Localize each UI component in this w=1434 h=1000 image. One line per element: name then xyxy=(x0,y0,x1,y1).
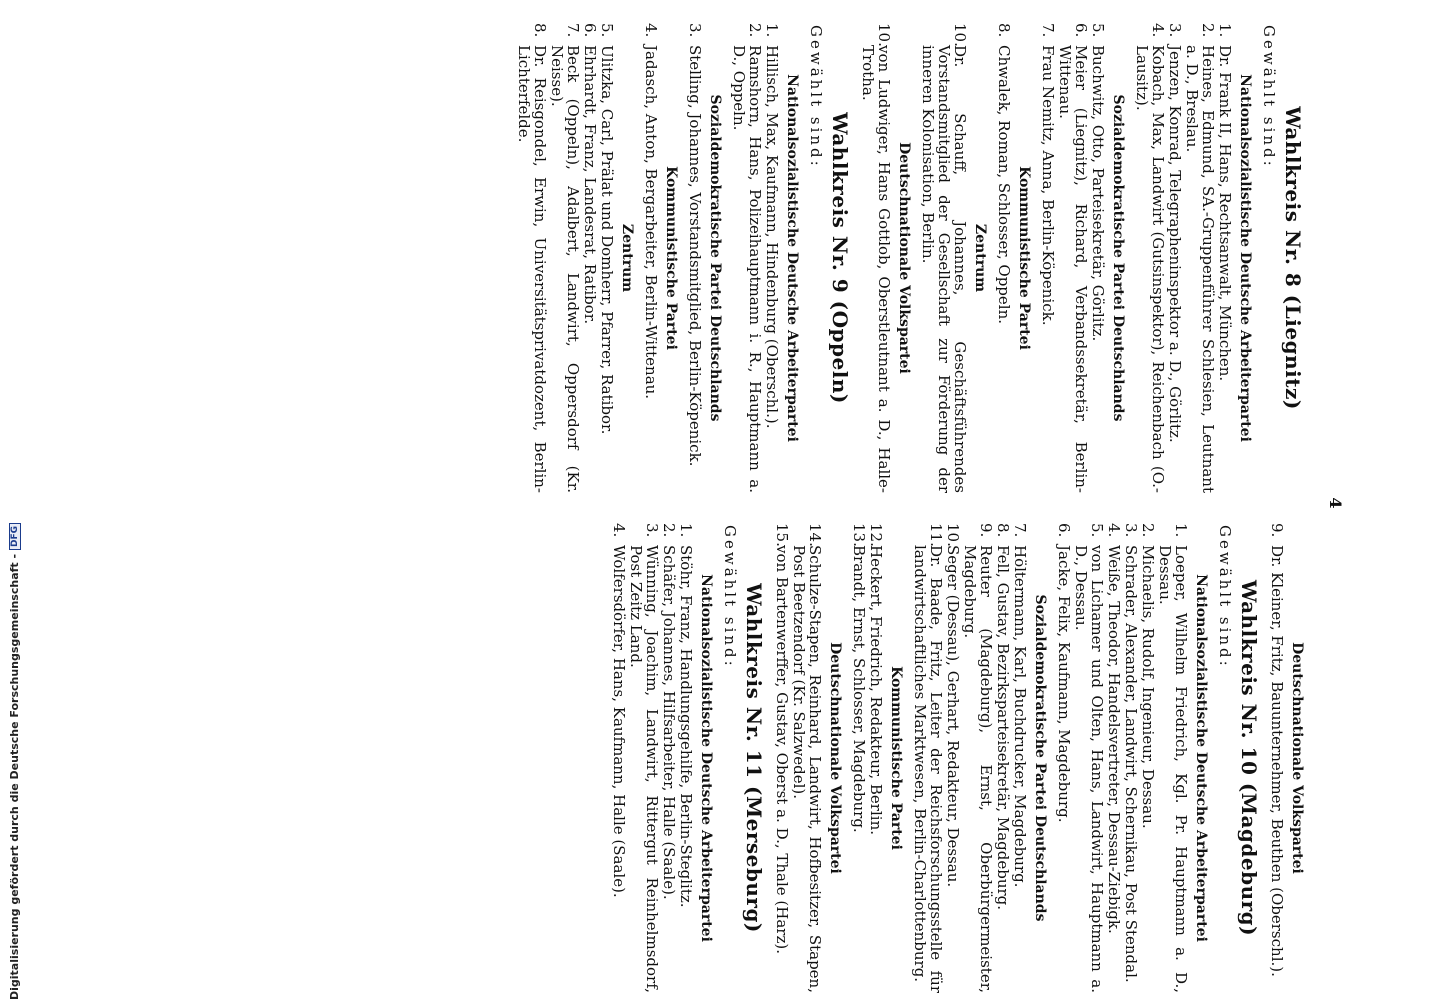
member-entry xyxy=(1269,523,1285,993)
entry-number: 10. xyxy=(951,23,969,47)
party-heading: Deutschnationale Volkspartei xyxy=(827,642,843,874)
party-heading: Sozialdemokratische Partei Deutschlands xyxy=(1110,94,1126,422)
right-column xyxy=(610,523,1313,993)
elected-label: Gewählt sind: xyxy=(1260,25,1278,169)
party-heading: Nationalsozialistische Deutsche Arbeiterpartei xyxy=(1193,574,1209,942)
entry-text: Dr. Reisgondel, Erwin, Universitätsprivatdozent, Berlin-Lichterfelde. xyxy=(515,45,549,493)
member-entry xyxy=(764,23,780,493)
entry-number: 14. xyxy=(806,523,824,547)
party-heading: Nationalsozialistische Deutsche Arbeiterpartei xyxy=(1237,74,1253,442)
entry-number: 15. xyxy=(773,523,791,547)
entry-number: 8. xyxy=(994,523,1012,538)
party-heading: Nationalsozialistische Deutsche Arbeiterpartei xyxy=(784,74,800,442)
party-heading: Kommunistische Partei xyxy=(1016,166,1032,350)
entry-text: Brandt, Ernst, Schlosser, Magdeburg. xyxy=(850,545,868,833)
entry-text: Jadasch, Anton, Bergarbeiter, Berlin-Wittenau. xyxy=(642,45,660,400)
party-heading: Kommunistische Partei xyxy=(663,166,679,350)
entry-text: Stöhr, Franz, Handlungsgehilfe, Berlin-Steglitz. xyxy=(677,545,695,908)
entry-text: Schrader, Alexander, Landwirt, Schernikau, Post Stendal. xyxy=(1122,545,1140,983)
entry-number: 9. xyxy=(1268,523,1286,538)
entry-text: Weiße, Theodor, Handelsvertreter, Dessau-Ziebigk. xyxy=(1105,545,1123,934)
member-entry xyxy=(1012,523,1028,993)
entry-text: Ehrhardt, Franz, Landesrat, Ratibor. xyxy=(581,45,599,325)
footer-credit: Digitalisierung gefördert durch die Deutsche Forschungsgemeinschaft - xyxy=(8,553,21,1000)
member-entry xyxy=(868,523,884,993)
member-entry xyxy=(1056,523,1072,993)
member-entry xyxy=(1123,523,1139,993)
entry-number: 6. xyxy=(1055,523,1073,538)
entry-text: Schäfer, Johannes, Hilfsarbeiter, Halle (Saale). xyxy=(660,545,678,900)
entry-text: Dr. Kleiner, Fritz, Bauunternehmer, Beuthen (Oberschl.). xyxy=(1268,545,1286,977)
entry-number: 3. xyxy=(1122,523,1140,538)
entry-text: von Bartenwerffer, Gustav, Oberst a. D., Thale (Harz). xyxy=(773,545,791,954)
elected-label: Gewählt sind: xyxy=(721,525,739,669)
party-heading: Deutschnationale Volkspartei xyxy=(896,142,912,374)
member-entry xyxy=(643,23,659,493)
entry-number: 5. xyxy=(598,23,616,38)
member-entry xyxy=(582,23,598,493)
party-heading: Deutschnationale Volkspartei xyxy=(1289,642,1305,874)
entry-text: Buchwitz, Otto, Parteisekretär, Görlitz. xyxy=(1089,45,1107,342)
member-entry xyxy=(851,523,867,993)
party-heading: Kommunistische Partei xyxy=(888,666,904,850)
member-entry xyxy=(1134,23,1166,493)
elected-label: Gewählt sind: xyxy=(807,25,825,169)
member-entry xyxy=(516,23,548,493)
member-entry xyxy=(611,523,627,993)
entry-text: Loeper, Wilhelm Friedrich, Kgl. Pr. Hauptmann a. D., Dessau. xyxy=(1156,545,1190,993)
entry-text: Meier (Liegnitz), Richard, Verbandssekretär, Berlin-Wittenau. xyxy=(1056,45,1090,493)
party-heading: Sozialdemokratische Partei Deutschlands xyxy=(1032,594,1048,922)
entry-number: 3. xyxy=(643,523,661,538)
member-entry xyxy=(599,23,615,493)
party-heading: Zentrum xyxy=(619,223,635,293)
member-entry xyxy=(1073,523,1105,993)
entry-number: 1. xyxy=(1216,23,1234,38)
entry-number: 1. xyxy=(1172,523,1190,538)
entry-number: 7. xyxy=(1011,523,1029,538)
member-entry xyxy=(912,523,944,993)
entry-text: von Ludwiger, Hans Gottlob, Oberstleutnant a. D., Halle-Trotha. xyxy=(859,45,893,493)
entry-text: Wünning, Joachim, Landwirt, Rittergut Reinhelmsdorf, Post Zeitz Land. xyxy=(627,545,661,993)
entry-text: Fell, Gustav, Bezirksparteisekretär, Magdeburg. xyxy=(994,545,1012,911)
entry-text: Hillisch, Max, Kaufmann, Hindenburg (Oberschl.). xyxy=(763,45,781,429)
entry-text: Seger (Dessau), Gerhart, Redakteur, Dessau. xyxy=(944,545,962,888)
document-page xyxy=(0,3,1431,1000)
elected-label: Gewählt sind: xyxy=(1216,525,1234,669)
entry-text: Kobach, Max, Landwirt (Gutsinspektor), Reichenbach (O.-Lausitz). xyxy=(1133,45,1167,493)
member-entry xyxy=(731,23,763,493)
entry-number: 2. xyxy=(660,523,678,538)
entry-text: Wolfersdörfer, Hans, Kaufmann, Halle (Saale). xyxy=(610,545,628,898)
party-heading: Zentrum xyxy=(972,223,988,293)
member-entry xyxy=(996,23,1012,493)
district-heading: Wahlkreis Nr. 8 (Liegnitz) xyxy=(1281,106,1305,410)
entry-number: 3. xyxy=(686,23,704,38)
entry-number: 2. xyxy=(1199,23,1217,38)
entry-number: 11. xyxy=(927,523,945,547)
entry-number: 5. xyxy=(1089,23,1107,38)
entry-number: 5. xyxy=(1088,523,1106,538)
entry-text: Höltermann, Karl, Buchdrucker, Magdeburg. xyxy=(1011,545,1029,888)
member-entry xyxy=(661,523,677,993)
member-entry xyxy=(1040,23,1056,493)
entry-number: 4. xyxy=(1105,523,1123,538)
entry-number: 4. xyxy=(1149,23,1167,38)
member-entry xyxy=(1140,523,1156,993)
member-entry xyxy=(628,523,660,993)
party-heading: Nationalsozialistische Deutsche Arbeiterpartei xyxy=(698,574,714,942)
left-column xyxy=(515,23,1313,493)
district-heading: Wahlkreis Nr. 11 (Merseburg) xyxy=(742,583,766,933)
page-number: 4 xyxy=(1326,497,1345,509)
entry-number: 8. xyxy=(995,23,1013,38)
entry-text: Heckert, Friedrich, Redakteur, Berlin. xyxy=(867,545,885,836)
member-entry xyxy=(1157,523,1189,993)
entry-text: Reuter (Magdeburg), Ernst, Oberbürgermeister, Magdeburg. xyxy=(961,545,995,993)
entry-number: 6. xyxy=(1072,23,1090,38)
entry-text: Schulze-Stapen, Reinhard, Landwirt, Hofbesitzer, Stapen, Post Beetzendorf (Kr. Salzwedel). xyxy=(790,545,824,993)
entry-text: Ramshorn, Hans, Polizeihauptmann i. R., Hauptmann a. D., Oppeln. xyxy=(730,45,764,493)
member-entry xyxy=(774,523,790,993)
member-entry xyxy=(1167,23,1183,493)
entry-number: 8. xyxy=(531,23,549,38)
party-heading: Sozialdemokratische Partei Deutschlands xyxy=(707,94,723,422)
entry-number: 9. xyxy=(977,523,995,538)
member-entry xyxy=(962,523,994,993)
member-entry xyxy=(1090,23,1106,493)
entry-number: 2. xyxy=(1139,523,1157,538)
entry-text: Chwalek, Roman, Schlosser, Oppeln. xyxy=(995,45,1013,325)
member-entry xyxy=(860,23,892,493)
entry-number: 1. xyxy=(677,523,695,538)
entry-number: 6. xyxy=(581,23,599,38)
entry-text: Dr. Schauff, Johannes, Geschäftsführendes Vorstandsmitglied der Gesellschaft zur Förderung der inneren Kolonisation, Berlin. xyxy=(919,45,969,493)
entry-text: Beck (Oppeln), Adalbert, Landwirt, Oppersdorf (Kr. Neisse). xyxy=(548,45,582,493)
member-entry xyxy=(687,23,703,493)
entry-text: Ulitzka, Carl, Prälat und Domherr, Pfarrer, Ratibor. xyxy=(598,45,616,435)
member-entry xyxy=(549,23,581,493)
entry-number: 3. xyxy=(1166,23,1184,38)
entry-number: 13. xyxy=(850,523,868,547)
entry-text: Frau Nemitz, Anna, Berlin-Köpenick. xyxy=(1039,45,1057,326)
member-entry xyxy=(1106,523,1122,993)
member-entry xyxy=(678,523,694,993)
entry-number: 2. xyxy=(746,23,764,38)
member-entry xyxy=(995,523,1011,993)
entry-number: 4. xyxy=(642,23,660,38)
district-heading: Wahlkreis Nr. 10 (Magdeburg) xyxy=(1237,579,1261,937)
dfg-logo: DFG xyxy=(9,523,21,550)
entry-number: 7. xyxy=(564,23,582,38)
member-entry xyxy=(791,523,823,993)
entry-text: Stelling, Johannes, Vorstandsmitglied, Berlin-Köpenick. xyxy=(686,45,704,467)
entry-text: Dr. Baade, Fritz, Leiter der Reichsforschungsstelle für landwirtschaftliches Marktwesen, Berlin-Charlottenburg. xyxy=(911,545,945,993)
member-entry xyxy=(1184,23,1216,493)
entry-number: 7. xyxy=(1039,23,1057,38)
member-entry xyxy=(920,23,968,493)
entry-number: 10. xyxy=(944,523,962,547)
member-entry xyxy=(1217,23,1233,493)
entry-text: Heines, Edmund, SA.-Gruppenführer Schlesien, Leutnant a. D., Breslau. xyxy=(1183,45,1217,493)
entry-number: 1. xyxy=(763,23,781,38)
entry-text: Jenzen, Konrad, Telegrapheninspektor a. D., Görlitz. xyxy=(1166,45,1184,443)
entry-text: Jacke, Felix, Kaufmann, Magdeburg. xyxy=(1055,545,1073,823)
district-heading: Wahlkreis Nr. 9 (Oppeln) xyxy=(828,112,852,404)
entry-text: Michaelis, Rudolf, Ingenieur, Dessau. xyxy=(1139,545,1157,829)
entry-number: 10. xyxy=(875,23,893,47)
entry-text: von Lichamer und Olten, Hans, Landwirt, Hauptmann a. D., Dessau. xyxy=(1072,545,1106,993)
entry-text: Dr. Frank II, Hans, Rechtsanwalt, München. xyxy=(1216,45,1234,382)
entry-number: 12. xyxy=(867,523,885,547)
member-entry xyxy=(1057,23,1089,493)
entry-number: 4. xyxy=(610,523,628,538)
member-entry xyxy=(945,523,961,993)
digitization-footer xyxy=(3,0,21,1000)
